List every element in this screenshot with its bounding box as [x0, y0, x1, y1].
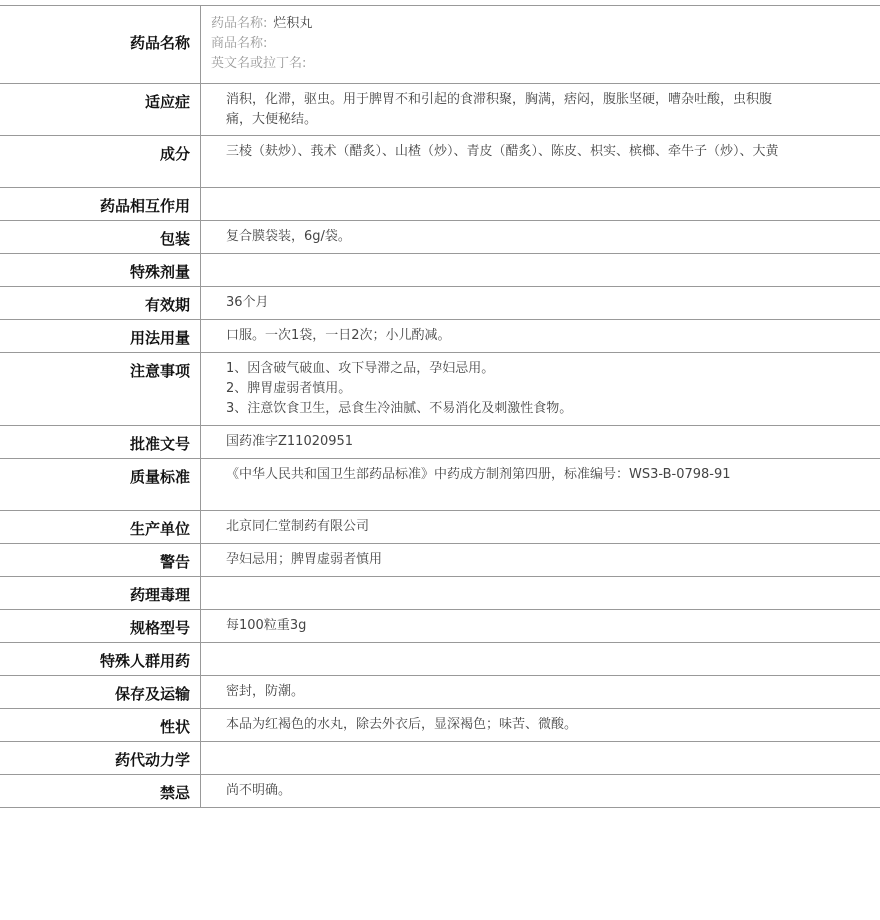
value-pharmacokinetics	[201, 742, 880, 775]
precaution-line: 3、注意饮食卫生，忌食生冷油腻、不易消化及刺激性食物。	[226, 401, 573, 416]
value-precautions	[201, 353, 880, 426]
value-toxicology	[201, 577, 880, 610]
label-toxicology: 药理毒理	[0, 577, 201, 610]
label-specification: 规格型号	[0, 610, 201, 643]
row-pharmacokinetics	[0, 742, 880, 775]
row-shelf-life	[0, 287, 880, 320]
english-name-key: 英文名或拉丁名:	[211, 56, 307, 71]
label-packaging: 包装	[0, 221, 201, 254]
trade-name-key: 商品名称:	[211, 36, 268, 51]
trade-name-line	[211, 34, 870, 54]
row-special-dosage	[0, 254, 880, 287]
value-approval: 国药准字Z11020951	[226, 434, 354, 449]
label-contraindications: 禁忌	[0, 775, 201, 808]
value-special-populations	[201, 643, 880, 676]
value-description: 本品为红褐色的水丸，除去外衣后，显深褐色；味苦、微酸。	[226, 717, 578, 732]
value-special-dosage	[201, 254, 880, 287]
drug-spec-table	[0, 5, 880, 808]
value-shelf-life: 36个月	[226, 295, 269, 310]
label-ingredients: 成分	[0, 136, 201, 188]
label-interactions: 药品相互作用	[0, 188, 201, 221]
label-pharmacokinetics: 药代动力学	[0, 742, 201, 775]
label-precautions: 注意事项	[0, 353, 201, 426]
value-manufacturer: 北京同仁堂制药有限公司	[226, 519, 370, 534]
row-storage	[0, 676, 880, 709]
english-name-line	[211, 54, 870, 74]
label-warning: 警告	[0, 544, 201, 577]
row-packaging	[0, 221, 880, 254]
row-standard	[0, 459, 880, 511]
generic-name-value: 烂积丸	[273, 16, 313, 31]
label-special-dosage: 特殊剂量	[0, 254, 201, 287]
label-storage: 保存及运输	[0, 676, 201, 709]
row-contraindications	[0, 775, 880, 808]
label-manufacturer: 生产单位	[0, 511, 201, 544]
row-interactions	[0, 188, 880, 221]
value-drug-name	[201, 6, 880, 84]
label-approval: 批准文号	[0, 426, 201, 459]
value-specification: 每100粒重3g	[226, 618, 307, 633]
value-storage: 密封，防潮。	[226, 684, 305, 699]
row-specification	[0, 610, 880, 643]
row-usage	[0, 320, 880, 353]
label-shelf-life: 有效期	[0, 287, 201, 320]
row-approval	[0, 426, 880, 459]
label-indications: 适应症	[0, 84, 201, 136]
label-special-populations: 特殊人群用药	[0, 643, 201, 676]
row-ingredients	[0, 136, 880, 188]
row-drug-name	[0, 6, 880, 84]
value-usage: 口服。一次1袋，一日2次；小儿酌减。	[226, 328, 451, 343]
label-standard: 质量标准	[0, 459, 201, 511]
precaution-line: 1、因含破气破血、攻下导滞之品，孕妇忌用。	[226, 361, 495, 376]
value-contraindications: 尚不明确。	[226, 783, 292, 798]
value-interactions	[201, 188, 880, 221]
row-special-populations	[0, 643, 880, 676]
row-description	[0, 709, 880, 742]
value-ingredients: 三棱（麸炒）、莪术（醋炙）、山楂（炒）、青皮（醋炙）、陈皮、枳实、槟榔、牵牛子（炒）、大黄	[226, 144, 779, 159]
value-packaging: 复合膜袋装，6g/袋。	[226, 229, 351, 244]
row-indications	[0, 84, 880, 136]
generic-name-line	[211, 14, 870, 34]
generic-name-key: 药品名称:	[211, 16, 268, 31]
row-warning	[0, 544, 880, 577]
row-toxicology	[0, 577, 880, 610]
label-description: 性状	[0, 709, 201, 742]
value-indications: 消积，化滞，驱虫。用于脾胃不和引起的食滞积聚，胸满，痞闷，腹胀坚硬，嘈杂吐酸，虫积腹痛，大便秘结。	[226, 92, 773, 127]
precaution-line: 2、脾胃虚弱者慎用。	[226, 381, 352, 396]
label-usage: 用法用量	[0, 320, 201, 353]
row-manufacturer	[0, 511, 880, 544]
value-warning: 孕妇忌用；脾胃虚弱者慎用	[226, 552, 383, 567]
value-standard: 《中华人民共和国卫生部药品标准》中药成方制剂第四册，标准编号：WS3-B-0798-91	[226, 467, 731, 482]
label-drug-name: 药品名称	[0, 6, 201, 84]
row-precautions	[0, 353, 880, 426]
